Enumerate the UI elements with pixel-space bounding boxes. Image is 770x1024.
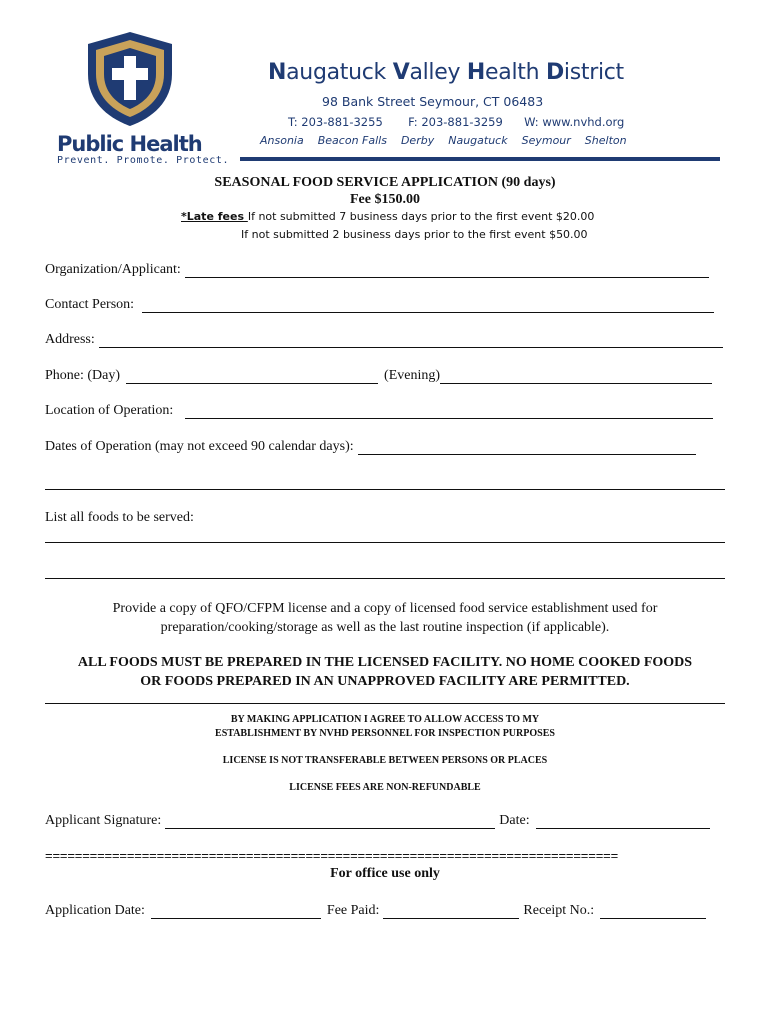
public-health-logo: [84, 30, 176, 128]
late-fee-line-1: *Late fees If not submitted 7 business days prior to the first event $20.00: [181, 210, 595, 223]
town-name: Ansonia: [260, 134, 304, 147]
notice-divider: [45, 703, 725, 704]
fee-paid-input[interactable]: [383, 904, 519, 919]
organization-name: [268, 60, 624, 85]
all-foods-line-1: ALL FOODS MUST BE PREPARED IN THE LICENSED FACILITY. NO HOME COOKED FOODS: [77, 655, 693, 670]
org-name-part: Valley: [392, 60, 467, 85]
address-field: [45, 332, 723, 348]
all-foods-line-2: OR FOODS PREPARED IN AN UNAPPROVED FACILITY ARE PERMITTED.: [140, 674, 630, 689]
provide-copy-notice: Provide a copy of QFO/CFPM license and a copy of licensed food service establishment used for preparation/cooking/storage as well as the last routine inspection (if applicable).: [112, 601, 658, 635]
signature-field: [45, 813, 710, 829]
dates-input[interactable]: [358, 440, 696, 455]
org-contact-line: [288, 115, 624, 129]
phone-day-label: Phone: (Day): [45, 368, 121, 383]
agree-line-1: BY MAKING APPLICATION I AGREE TO ALLOW ACCESS TO MY: [230, 714, 540, 725]
foods-line-2[interactable]: [45, 578, 725, 579]
town-name: Shelton: [584, 134, 627, 147]
org-website[interactable]: W: www.nvhd.org: [524, 115, 625, 129]
receipt-no-label: Receipt No.:: [523, 903, 595, 918]
logo-title: Public Health: [57, 132, 202, 156]
not-transferable-notice: LICENSE IS NOT TRANSFERABLE BETWEEN PERSONS OR PLACES: [222, 755, 548, 766]
fee-paid-label: Fee Paid:: [326, 903, 380, 918]
org-name-part: Naugatuck: [268, 60, 393, 85]
date-label: Date:: [499, 813, 530, 828]
phone-day-input[interactable]: [126, 369, 378, 384]
contact-label: Contact Person:: [45, 297, 135, 312]
org-name-part: District: [545, 60, 624, 85]
application-date-label: Application Date:: [45, 903, 145, 918]
office-separator: =============================================================================: [45, 849, 619, 863]
agree-line-2: ESTABLISHMENT BY NVHD PERSONNEL FOR INSPECTION PURPOSES: [215, 728, 555, 739]
organization-input[interactable]: [185, 263, 709, 278]
form-fee: Fee $150.00: [350, 192, 420, 207]
foods-line-1[interactable]: [45, 542, 725, 543]
phone-evening-input[interactable]: [440, 369, 712, 384]
organization-label: Organization/Applicant:: [45, 262, 181, 277]
form-title: SEASONAL FOOD SERVICE APPLICATION (90 days): [214, 175, 556, 190]
all-foods-notice: [0, 653, 770, 691]
location-field: [45, 403, 713, 419]
location-input[interactable]: [185, 404, 713, 419]
logo-tagline: Prevent. Promote. Protect.: [57, 155, 230, 166]
contact-input[interactable]: [142, 298, 714, 313]
town-list: [260, 134, 641, 147]
office-fields: [45, 903, 706, 919]
receipt-no-input[interactable]: [600, 904, 706, 919]
date-input[interactable]: [536, 814, 710, 829]
signature-label: Applicant Signature:: [45, 813, 162, 828]
office-use-heading: For office use only: [330, 866, 440, 881]
application-date-input[interactable]: [151, 904, 321, 919]
town-name: Naugatuck: [448, 134, 508, 147]
agree-notice: [0, 713, 770, 741]
late-fee-line-2: If not submitted 2 business days prior to the first event $50.00: [241, 228, 588, 241]
dates-label: Dates of Operation (may not exceed 90 calendar days):: [45, 439, 354, 454]
late-fees-label: *Late fees: [181, 210, 248, 223]
town-name: Beacon Falls: [317, 134, 387, 147]
foods-label-row: [45, 510, 194, 526]
location-label: Location of Operation:: [45, 403, 174, 418]
organization-field: [45, 262, 709, 278]
org-phone: T: 203-881-3255: [288, 115, 383, 129]
phone-field: [45, 368, 712, 384]
shield-cross-icon: [84, 30, 176, 128]
phone-evening-label: (Evening): [384, 368, 441, 383]
org-address: 98 Bank Street Seymour, CT 06483: [322, 94, 544, 109]
non-refundable-notice: LICENSE FEES ARE NON-REFUNDABLE: [289, 782, 481, 793]
address-label: Address:: [45, 332, 95, 347]
foods-label: List all foods to be served:: [45, 510, 194, 525]
town-name: Derby: [400, 134, 435, 147]
org-fax: F: 203-881-3259: [408, 115, 503, 129]
dates-continuation-line[interactable]: [45, 489, 725, 490]
signature-input[interactable]: [165, 814, 495, 829]
dates-field: [45, 439, 696, 455]
town-name: Seymour: [521, 134, 571, 147]
header-divider: [240, 157, 720, 161]
org-name-part: Health: [466, 60, 546, 85]
address-input[interactable]: [99, 333, 723, 348]
contact-field: [45, 297, 714, 313]
